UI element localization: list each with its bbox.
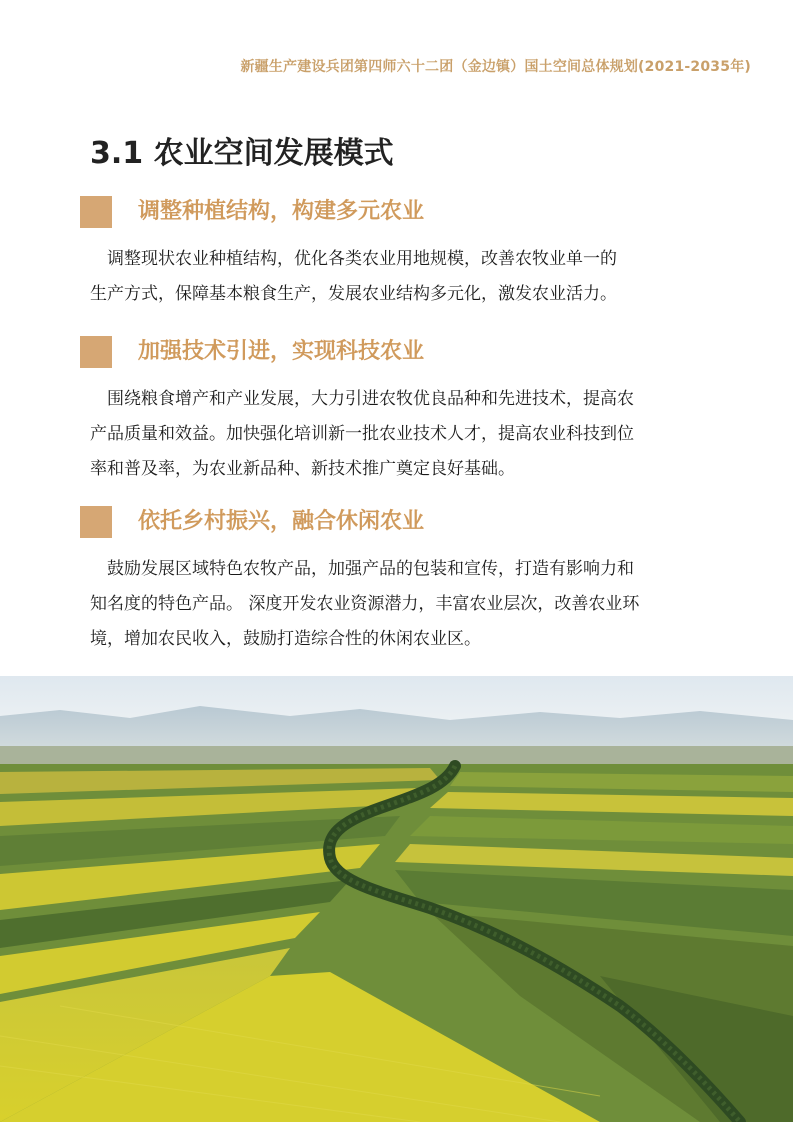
section-heading	[80, 336, 720, 368]
paragraph-line: 围绕粮食增产和产业发展，大力引进农牧优良品种和先进技术，提高农	[90, 389, 634, 409]
paragraph-line: 鼓励发展区域特色农牧产品，加强产品的包装和宣传，打造有影响力和	[90, 559, 634, 579]
section-marker	[80, 196, 112, 228]
section-marker	[80, 336, 112, 368]
farmland-photo	[0, 676, 793, 1122]
section-title: 调整种植结构，构建多元农业	[138, 199, 425, 224]
paragraph-line: 调整现状农业种植结构，优化各类农业用地规模，改善农牧业单一的	[90, 249, 617, 269]
document-header: 新疆生产建设兵团第四师六十二团（金边镇）国土空间总体规划(2021-2035年)	[240, 59, 751, 75]
section-heading	[80, 506, 720, 538]
section-title: 加强技术引进，实现科技农业	[138, 339, 425, 364]
section-title: 依托乡村振兴，融合休闲农业	[138, 509, 425, 534]
section-paragraph	[90, 382, 710, 487]
farmland-illustration	[0, 676, 793, 1122]
paragraph-line: 生产方式，保障基本粮食生产，发展农业结构多元化，激发农业活力。	[90, 284, 617, 304]
paragraph-line: 知名度的特色产品。 深度开发农业资源潜力，丰富农业层次，改善农业环	[90, 594, 640, 614]
section-paragraph	[90, 552, 710, 657]
paragraph-line: 率和普及率，为农业新品种、新技术推广奠定良好基础。	[90, 459, 515, 479]
paragraph-line: 产品质量和效益。加快强化培训新一批农业技术人才，提高农业科技到位	[90, 424, 634, 444]
section-paragraph	[90, 242, 710, 312]
page-title: 3.1 农业空间发展模式	[90, 136, 394, 171]
paragraph-line: 境，增加农民收入，鼓励打造综合性的休闲农业区。	[90, 629, 481, 649]
section-heading	[80, 196, 720, 228]
section-marker	[80, 506, 112, 538]
